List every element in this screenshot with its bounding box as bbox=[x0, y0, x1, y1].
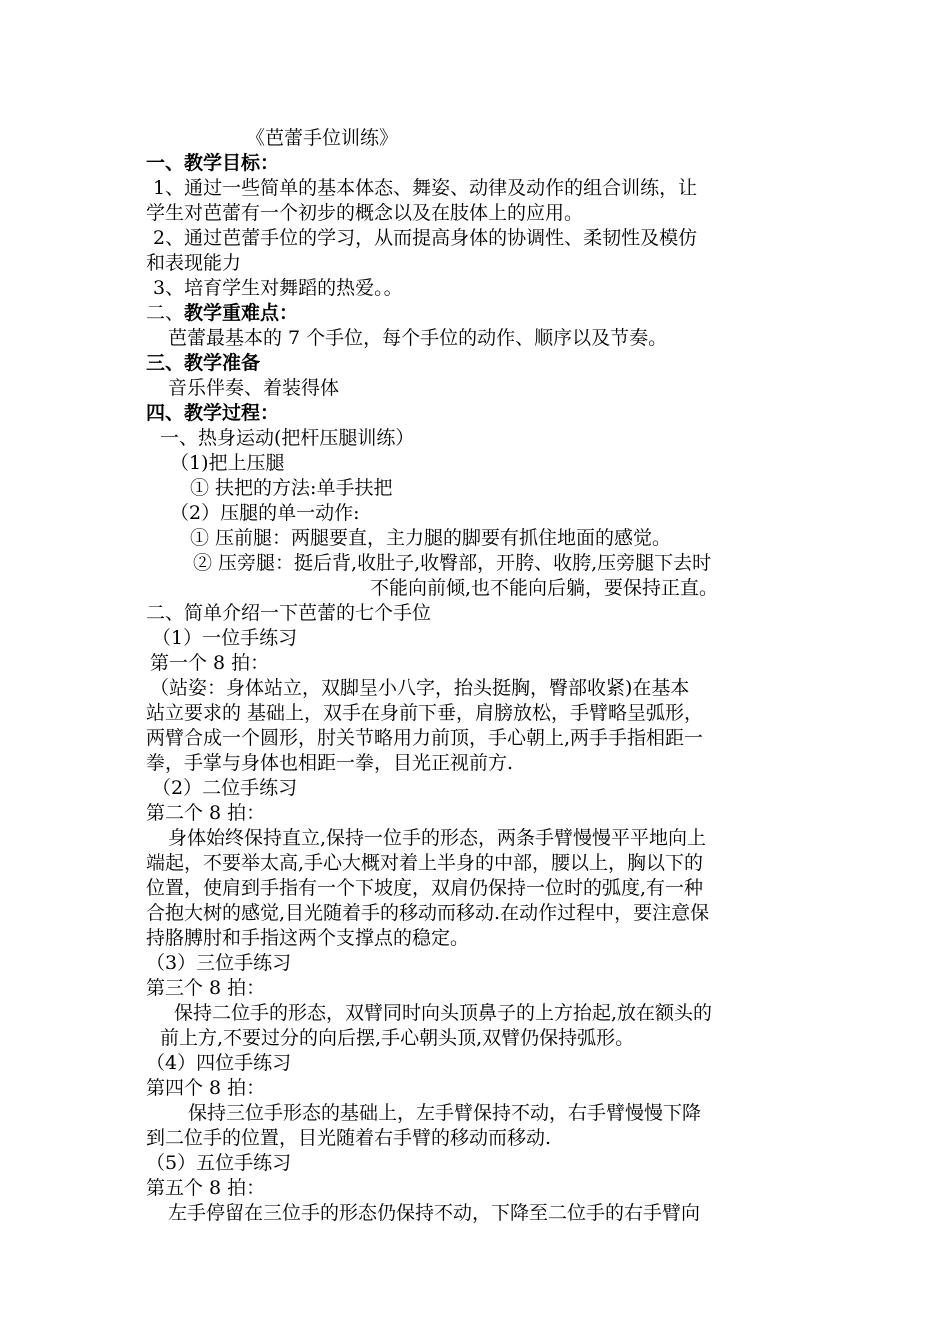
position-2-beat: 第二个 8 拍： bbox=[146, 802, 266, 824]
position-3-text-2: 前上方,不要过分的向后摆,手心朝头顶,双臂仍保持弧形。 bbox=[160, 1027, 635, 1049]
position-2-heading: （2）二位手练习 bbox=[152, 777, 298, 799]
goal-2-line-1: 2、通过芭蕾手位的学习，从而提高身体的协调性、柔韧性及模仿 bbox=[153, 227, 698, 249]
position-1-text-4: 拳，手掌与身体也相距一拳，目光正视前方. bbox=[146, 752, 514, 774]
position-4-text-1: 保持三位手形态的基础上，左手臂保持不动，右手臂慢慢下降 bbox=[188, 1102, 702, 1124]
goal-2-line-2: 和表现能力 bbox=[146, 252, 242, 274]
heading-goals: 一、教学目标： bbox=[146, 152, 280, 174]
position-3-heading: （3）三位手练习 bbox=[146, 952, 292, 974]
position-2-text-2: 端起，不要举太高,手心大概对着上半身的中部，腰以上，胸以下的 bbox=[146, 852, 704, 874]
heading-preparation: 三、教学准备 bbox=[146, 352, 261, 374]
key-points-text: 芭蕾最基本的 7 个手位，每个手位的动作、顺序以及节奏。 bbox=[168, 327, 668, 349]
position-4-heading: （4）四位手练习 bbox=[146, 1052, 292, 1074]
section-hand-positions: 二、简单介绍一下芭蕾的七个手位 bbox=[146, 602, 432, 624]
position-5-text-1: 左手停留在三位手的形态仍保持不动，下降至二位手的右手臂向 bbox=[168, 1202, 701, 1224]
warmup-item-1a: ① 扶把的方法:单手扶把 bbox=[190, 477, 393, 499]
position-4-beat: 第四个 8 拍： bbox=[146, 1077, 266, 1099]
position-1-beat: 第一个 8 拍： bbox=[150, 652, 270, 674]
position-1-text-3: 两臂合成一个圆形，肘关节略用力前顶，手心朝上,两手手指相距一 bbox=[146, 727, 704, 749]
warmup-item-1: （1)把上压腿 bbox=[170, 452, 285, 474]
heading-key-points bbox=[146, 301, 298, 326]
goal-1-line-1: 1、通过一些简单的基本体态、舞姿、动律及动作的组合训练，让 bbox=[153, 177, 698, 199]
preparation-text: 音乐伴奏、着装得体 bbox=[168, 377, 340, 399]
heading-key-points-text: 教学重难点： bbox=[184, 302, 299, 324]
position-2-text-3: 位置，使肩到手指有一个下坡度，双肩仍保持一位时的弧度,有一种 bbox=[146, 877, 704, 899]
position-5-beat: 第五个 8 拍： bbox=[146, 1177, 266, 1199]
position-1-text-1: （站姿：身体站立，双脚呈小八字，抬头挺胸，臀部收紧)在基本 bbox=[150, 677, 690, 699]
warmup-item-2a: ① 压前腿：两腿要直，主力腿的脚要有抓住地面的感觉。 bbox=[190, 527, 672, 549]
goal-1-line-2: 学生对芭蕾有一个初步的概念以及在肢体上的应用。 bbox=[146, 202, 584, 224]
position-1-heading: （1）一位手练习 bbox=[152, 627, 298, 649]
warmup-item-2: （2）压腿的单一动作: bbox=[170, 502, 360, 524]
heading-process: 四、教学过程： bbox=[146, 402, 280, 424]
position-5-heading: （5）五位手练习 bbox=[146, 1152, 292, 1174]
position-3-beat: 第三个 8 拍： bbox=[146, 977, 266, 999]
position-2-text-1: 身体始终保持直立,保持一位手的形态，两条手臂慢慢平平地向上 bbox=[168, 827, 707, 849]
position-1-text-2: 站立要求的 基础上，双手在身前下垂，肩膀放松，手臂略呈弧形， bbox=[146, 702, 704, 724]
position-4-text-2: 到二位手的位置，目光随着右手臂的移动而移动. bbox=[146, 1127, 552, 1149]
warmup-item-2b-line-2: 不能向前倾,也不能向后躺，要保持正直。 bbox=[370, 577, 719, 599]
position-2-text-5: 持胳膊肘和手指这两个支撑点的稳定。 bbox=[146, 927, 470, 949]
warmup-item-2b-line-1: ② 压旁腿：挺后背,收肚子,收臀部，开胯、收胯,压旁腿下去时 bbox=[193, 552, 712, 574]
position-3-text-1: 保持二位手的形态，双臂同时向头顶鼻子的上方抬起,放在额头的 bbox=[174, 1002, 713, 1024]
document-title: 《芭蕾手位训练》 bbox=[246, 127, 399, 149]
section-warmup: 一、热身运动(把杆压腿训练） bbox=[160, 427, 415, 449]
goal-3: 3、培育学生对舞蹈的热爱。。 bbox=[153, 277, 403, 299]
position-2-text-4: 合抱大树的感觉,目光随着手的移动而移动.在动作过程中，要注意保 bbox=[146, 902, 710, 924]
heading-key-points-prefix: 二、 bbox=[146, 302, 185, 324]
